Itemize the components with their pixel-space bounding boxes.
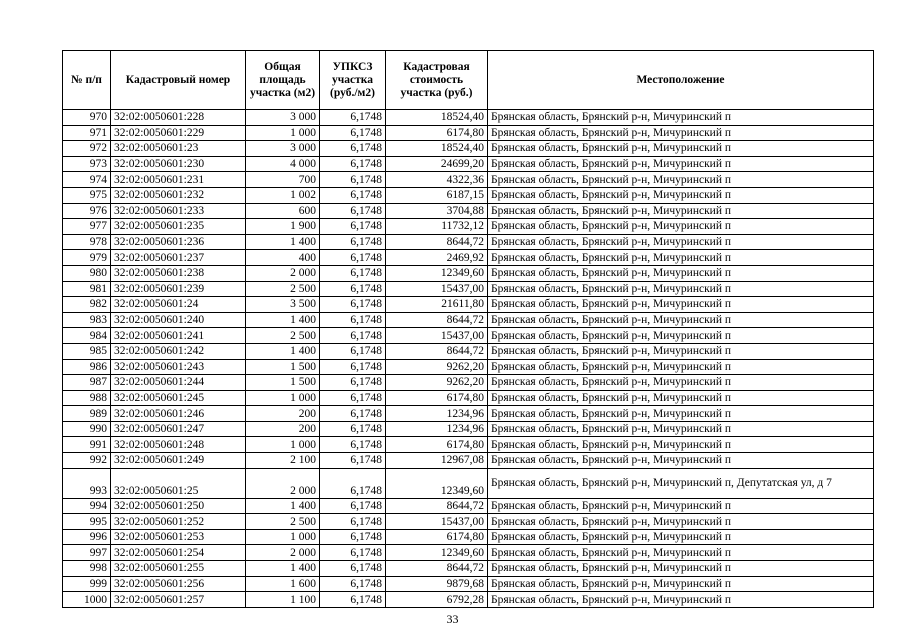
cell-location: Брянская область, Брянский р-н, Мичуринский п	[488, 406, 874, 422]
table-row	[63, 529, 874, 545]
cell-location: Брянская область, Брянский р-н, Мичуринский п	[488, 498, 874, 514]
cell-area: 200	[246, 406, 320, 422]
cell-upks: 6,1748	[320, 219, 386, 235]
cell-area: 1 500	[246, 359, 320, 375]
cell-area: 1 400	[246, 498, 320, 514]
cell-cost: 8644,72	[386, 234, 488, 250]
table-row	[63, 359, 874, 375]
cell-upks: 6,1748	[320, 172, 386, 188]
cell-area: 3 000	[246, 141, 320, 157]
cell-num: 974	[63, 172, 111, 188]
table-row	[63, 328, 874, 344]
cell-cadastral-number: 32:02:0050601:247	[111, 421, 246, 437]
cell-cost: 9262,20	[386, 375, 488, 391]
cell-cost: 15437,00	[386, 514, 488, 530]
cell-upks: 6,1748	[320, 110, 386, 126]
cell-num: 992	[63, 453, 111, 469]
cell-cost: 6174,80	[386, 437, 488, 453]
cell-num: 980	[63, 265, 111, 281]
cell-cadastral-number: 32:02:0050601:237	[111, 250, 246, 266]
cell-location: Брянская область, Брянский р-н, Мичуринский п	[488, 343, 874, 359]
table-row	[63, 406, 874, 422]
table-row	[63, 141, 874, 157]
cell-upks: 6,1748	[320, 203, 386, 219]
cell-upks: 6,1748	[320, 125, 386, 141]
cell-cadastral-number: 32:02:0050601:232	[111, 187, 246, 203]
cell-cost: 12349,60	[386, 265, 488, 281]
cell-area: 200	[246, 421, 320, 437]
cell-location: Брянская область, Брянский р-н, Мичуринский п	[488, 125, 874, 141]
cadastral-table	[62, 50, 874, 608]
cell-upks: 6,1748	[320, 281, 386, 297]
table-row	[63, 375, 874, 391]
cell-num: 972	[63, 141, 111, 157]
table-row	[63, 203, 874, 219]
cell-num: 982	[63, 297, 111, 313]
cell-upks: 6,1748	[320, 312, 386, 328]
table-row	[63, 172, 874, 188]
cell-cost: 9262,20	[386, 359, 488, 375]
table-row	[63, 187, 874, 203]
header-location: Местоположение	[488, 51, 874, 110]
cell-cost: 6792,28	[386, 592, 488, 608]
table-row	[63, 343, 874, 359]
cell-num: 973	[63, 156, 111, 172]
cell-cadastral-number: 32:02:0050601:235	[111, 219, 246, 235]
cell-cadastral-number: 32:02:0050601:230	[111, 156, 246, 172]
table-row	[63, 312, 874, 328]
cell-cadastral-number: 32:02:0050601:254	[111, 545, 246, 561]
cell-upks: 6,1748	[320, 375, 386, 391]
cell-cadastral-number: 32:02:0050601:243	[111, 359, 246, 375]
cell-location: Брянская область, Брянский р-н, Мичуринский п	[488, 312, 874, 328]
table-row	[63, 561, 874, 577]
cell-area: 2 100	[246, 453, 320, 469]
cell-num: 977	[63, 219, 111, 235]
cell-cost: 24699,20	[386, 156, 488, 172]
table-row	[63, 592, 874, 608]
cell-cost: 3704,88	[386, 203, 488, 219]
cell-area: 4 000	[246, 156, 320, 172]
table-row	[63, 545, 874, 561]
cell-upks: 6,1748	[320, 265, 386, 281]
cell-location: Брянская область, Брянский р-н, Мичуринский п	[488, 437, 874, 453]
cell-upks: 6,1748	[320, 187, 386, 203]
cell-num: 988	[63, 390, 111, 406]
cell-location: Брянская область, Брянский р-н, Мичуринский п	[488, 172, 874, 188]
cell-location: Брянская область, Брянский р-н, Мичуринский п	[488, 234, 874, 250]
cell-num: 985	[63, 343, 111, 359]
cell-upks: 6,1748	[320, 234, 386, 250]
cell-num: 986	[63, 359, 111, 375]
table-row	[63, 576, 874, 592]
cell-area: 2 500	[246, 328, 320, 344]
cell-num: 997	[63, 545, 111, 561]
cell-location: Брянская область, Брянский р-н, Мичуринский п	[488, 375, 874, 391]
cell-cost: 8644,72	[386, 312, 488, 328]
header-upks: УПКСЗ участка (руб./м2)	[320, 51, 386, 110]
table-header-row	[63, 51, 874, 110]
cell-location: Брянская область, Брянский р-н, Мичуринский п	[488, 250, 874, 266]
header-cost: Кадастровая стоимость участка (руб.)	[386, 51, 488, 110]
cell-num: 990	[63, 421, 111, 437]
table-row	[63, 219, 874, 235]
cell-area: 2 500	[246, 281, 320, 297]
cell-cost: 6187,15	[386, 187, 488, 203]
cell-upks: 6,1748	[320, 545, 386, 561]
cell-location: Брянская область, Брянский р-н, Мичуринский п	[488, 359, 874, 375]
cell-num: 995	[63, 514, 111, 530]
cell-num: 993	[63, 468, 111, 498]
cell-area: 1 600	[246, 576, 320, 592]
cell-location: Брянская область, Брянский р-н, Мичуринский п	[488, 156, 874, 172]
cell-num: 983	[63, 312, 111, 328]
cell-upks: 6,1748	[320, 156, 386, 172]
table-row	[63, 390, 874, 406]
cell-cost: 18524,40	[386, 141, 488, 157]
table-row	[63, 468, 874, 498]
cell-area: 600	[246, 203, 320, 219]
cell-area: 400	[246, 250, 320, 266]
cell-location: Брянская область, Брянский р-н, Мичуринский п	[488, 203, 874, 219]
cell-upks: 6,1748	[320, 390, 386, 406]
cell-cadastral-number: 32:02:0050601:24	[111, 297, 246, 313]
cell-cadastral-number: 32:02:0050601:228	[111, 110, 246, 126]
cell-location: Брянская область, Брянский р-н, Мичуринский п	[488, 529, 874, 545]
cell-num: 970	[63, 110, 111, 126]
cell-cost: 8644,72	[386, 498, 488, 514]
cell-area: 1 002	[246, 187, 320, 203]
page-number: 33	[446, 612, 459, 626]
cell-cadastral-number: 32:02:0050601:256	[111, 576, 246, 592]
cell-cost: 11732,12	[386, 219, 488, 235]
cell-area: 1 900	[246, 219, 320, 235]
cell-cadastral-number: 32:02:0050601:229	[111, 125, 246, 141]
cell-cost: 8644,72	[386, 343, 488, 359]
cell-cost: 21611,80	[386, 297, 488, 313]
cell-cost: 4322,36	[386, 172, 488, 188]
cell-cost: 15437,00	[386, 328, 488, 344]
cell-upks: 6,1748	[320, 561, 386, 577]
table-row	[63, 250, 874, 266]
cell-cadastral-number: 32:02:0050601:253	[111, 529, 246, 545]
cell-location: Брянская область, Брянский р-н, Мичуринский п	[488, 453, 874, 469]
cell-cadastral-number: 32:02:0050601:244	[111, 375, 246, 391]
cell-area: 1 500	[246, 375, 320, 391]
cell-upks: 6,1748	[320, 343, 386, 359]
cell-location: Брянская область, Брянский р-н, Мичуринский п	[488, 561, 874, 577]
cell-area: 1 000	[246, 125, 320, 141]
cell-area: 1 400	[246, 312, 320, 328]
cell-upks: 6,1748	[320, 576, 386, 592]
cell-num: 999	[63, 576, 111, 592]
header-cadastral-number: Кадастровый номер	[111, 51, 246, 110]
table-row	[63, 265, 874, 281]
cell-upks: 6,1748	[320, 592, 386, 608]
cell-location: Брянская область, Брянский р-н, Мичуринский п	[488, 592, 874, 608]
cell-cost: 12349,60	[386, 545, 488, 561]
cell-upks: 6,1748	[320, 468, 386, 498]
cell-location: Брянская область, Брянский р-н, Мичуринский п	[488, 297, 874, 313]
table-row	[63, 421, 874, 437]
cell-location: Брянская область, Брянский р-н, Мичуринский п	[488, 265, 874, 281]
cell-cadastral-number: 32:02:0050601:23	[111, 141, 246, 157]
cell-area: 1 000	[246, 529, 320, 545]
cell-upks: 6,1748	[320, 498, 386, 514]
cell-cadastral-number: 32:02:0050601:248	[111, 437, 246, 453]
cell-location: Брянская область, Брянский р-н, Мичуринский п	[488, 219, 874, 235]
cell-location: Брянская область, Брянский р-н, Мичуринский п	[488, 110, 874, 126]
cell-cost: 6174,80	[386, 125, 488, 141]
cell-cadastral-number: 32:02:0050601:241	[111, 328, 246, 344]
cell-area: 3 500	[246, 297, 320, 313]
cell-cost: 15437,00	[386, 281, 488, 297]
cell-num: 991	[63, 437, 111, 453]
cell-upks: 6,1748	[320, 141, 386, 157]
cell-cadastral-number: 32:02:0050601:240	[111, 312, 246, 328]
cell-cadastral-number: 32:02:0050601:252	[111, 514, 246, 530]
cell-cadastral-number: 32:02:0050601:257	[111, 592, 246, 608]
cell-cost: 12349,60	[386, 468, 488, 498]
cell-cadastral-number: 32:02:0050601:239	[111, 281, 246, 297]
cell-area: 1 400	[246, 343, 320, 359]
table-row	[63, 156, 874, 172]
cell-num: 975	[63, 187, 111, 203]
cell-area: 700	[246, 172, 320, 188]
cell-cost: 2469,92	[386, 250, 488, 266]
cell-num: 987	[63, 375, 111, 391]
table-row	[63, 281, 874, 297]
cell-area: 2 000	[246, 265, 320, 281]
cell-area: 2 000	[246, 545, 320, 561]
cell-upks: 6,1748	[320, 328, 386, 344]
table-row	[63, 110, 874, 126]
cell-upks: 6,1748	[320, 514, 386, 530]
cell-num: 996	[63, 529, 111, 545]
cell-location: Брянская область, Брянский р-н, Мичуринский п	[488, 281, 874, 297]
cell-num: 976	[63, 203, 111, 219]
cell-location: Брянская область, Брянский р-н, Мичуринский п	[488, 545, 874, 561]
cell-cadastral-number: 32:02:0050601:245	[111, 390, 246, 406]
cell-area: 2 500	[246, 514, 320, 530]
cell-area: 2 000	[246, 468, 320, 498]
cell-upks: 6,1748	[320, 421, 386, 437]
cell-num: 984	[63, 328, 111, 344]
cell-num: 971	[63, 125, 111, 141]
cell-upks: 6,1748	[320, 437, 386, 453]
cell-location: Брянская область, Брянский р-н, Мичуринский п	[488, 421, 874, 437]
table-row	[63, 437, 874, 453]
cell-location: Брянская область, Брянский р-н, Мичуринский п	[488, 141, 874, 157]
table-row	[63, 514, 874, 530]
cell-location: Брянская область, Брянский р-н, Мичуринский п	[488, 576, 874, 592]
header-num: № п/п	[63, 51, 111, 110]
cell-cadastral-number: 32:02:0050601:250	[111, 498, 246, 514]
cell-cadastral-number: 32:02:0050601:231	[111, 172, 246, 188]
cell-num: 978	[63, 234, 111, 250]
cell-upks: 6,1748	[320, 359, 386, 375]
cell-cadastral-number: 32:02:0050601:249	[111, 453, 246, 469]
table-body	[63, 110, 874, 608]
cell-cost: 1234,96	[386, 406, 488, 422]
cell-cadastral-number: 32:02:0050601:233	[111, 203, 246, 219]
cell-cost: 6174,80	[386, 529, 488, 545]
cell-num: 1000	[63, 592, 111, 608]
cell-num: 998	[63, 561, 111, 577]
cell-area: 1 400	[246, 561, 320, 577]
cell-cadastral-number: 32:02:0050601:238	[111, 265, 246, 281]
cell-cost: 6174,80	[386, 390, 488, 406]
cell-area: 1 100	[246, 592, 320, 608]
table-row	[63, 125, 874, 141]
cell-upks: 6,1748	[320, 250, 386, 266]
cell-cadastral-number: 32:02:0050601:236	[111, 234, 246, 250]
cell-location: Брянская область, Брянский р-н, Мичуринский п	[488, 390, 874, 406]
cell-cost: 8644,72	[386, 561, 488, 577]
table-row	[63, 498, 874, 514]
header-area: Общая площадь участка (м2)	[246, 51, 320, 110]
cell-cadastral-number: 32:02:0050601:246	[111, 406, 246, 422]
cell-location: Брянская область, Брянский р-н, Мичуринский п	[488, 328, 874, 344]
cell-cost: 12967,08	[386, 453, 488, 469]
cell-cadastral-number: 32:02:0050601:242	[111, 343, 246, 359]
cell-num: 979	[63, 250, 111, 266]
cell-upks: 6,1748	[320, 406, 386, 422]
cell-cadastral-number: 32:02:0050601:25	[111, 468, 246, 498]
cell-upks: 6,1748	[320, 529, 386, 545]
cell-num: 989	[63, 406, 111, 422]
cell-location: Брянская область, Брянский р-н, Мичуринский п	[488, 514, 874, 530]
cell-cost: 18524,40	[386, 110, 488, 126]
table-row	[63, 234, 874, 250]
cell-cost: 9879,68	[386, 576, 488, 592]
cell-area: 3 000	[246, 110, 320, 126]
cell-cost: 1234,96	[386, 421, 488, 437]
cell-location: Брянская область, Брянский р-н, Мичуринский п	[488, 187, 874, 203]
table-row	[63, 453, 874, 469]
cell-num: 981	[63, 281, 111, 297]
cell-area: 1 000	[246, 390, 320, 406]
cell-area: 1 400	[246, 234, 320, 250]
table-row	[63, 297, 874, 313]
cell-location: Брянская область, Брянский р-н, Мичуринский п, Депутатская ул, д 7	[488, 468, 874, 498]
cell-num: 994	[63, 498, 111, 514]
cell-cadastral-number: 32:02:0050601:255	[111, 561, 246, 577]
cell-upks: 6,1748	[320, 297, 386, 313]
cell-upks: 6,1748	[320, 453, 386, 469]
cell-area: 1 000	[246, 437, 320, 453]
